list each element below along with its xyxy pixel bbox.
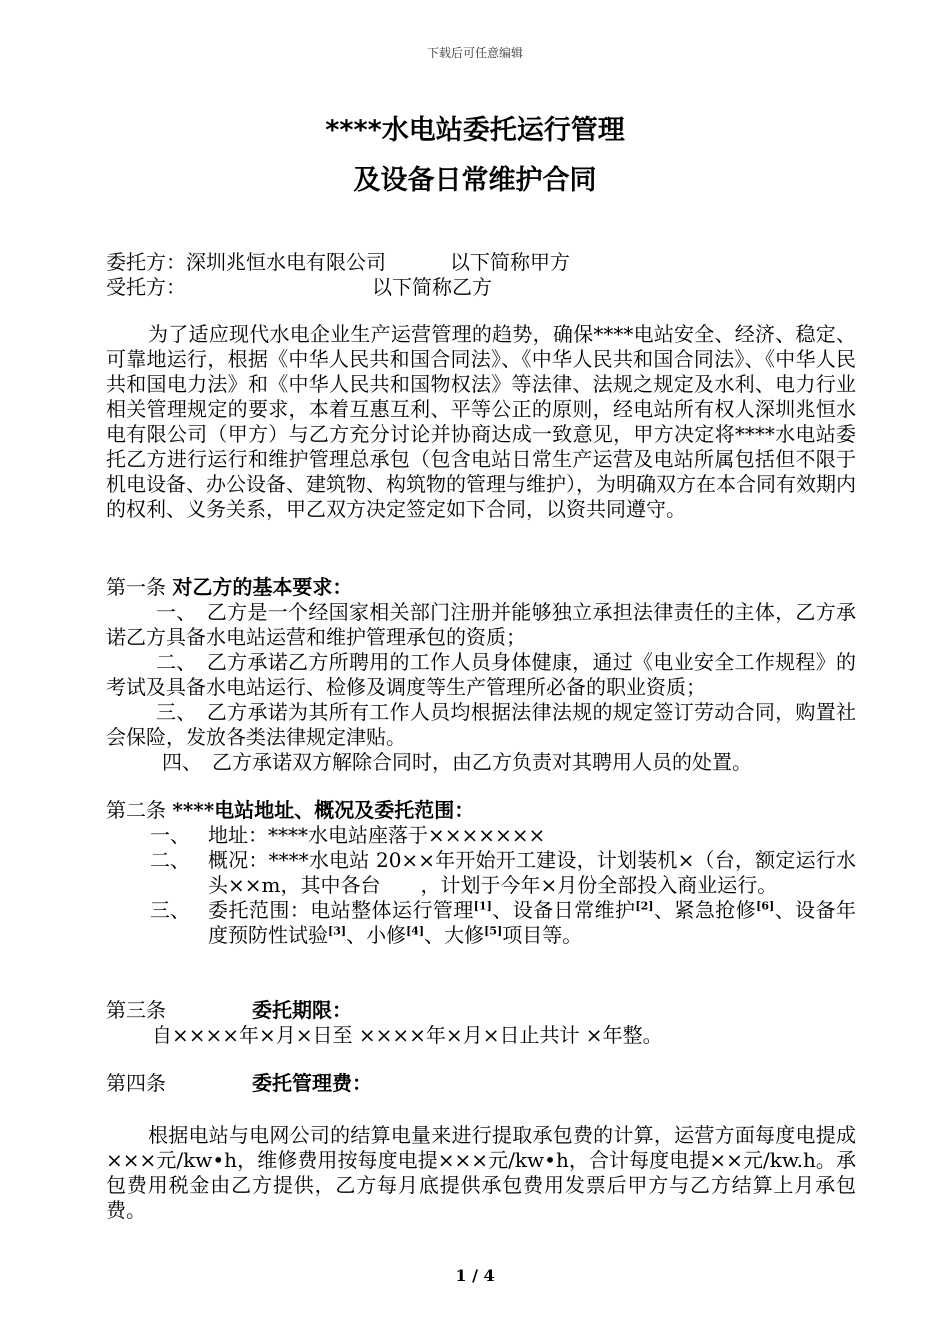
scope-text: 、设备年度预防性试验 bbox=[208, 898, 857, 947]
item-number: 三、 bbox=[150, 898, 190, 922]
contractor-label: 受托方： bbox=[106, 275, 186, 299]
article-2-scope-item bbox=[106, 898, 856, 948]
preamble-paragraph: 为了适应现代水电企业生产运营管理的趋势，确保****电站安全、经济、稳定、可靠地运行，根据《中华人民共和国合同法》、《中华人民共和国合同法》、《中华人民共和国电力法》和《中华人民共和国物权法》等法律、法规之规定及水利、电力行业相关管理规定的要求，本着互惠互利、平等公正的原则，经电站所有权人深圳兆恒水电有限公司（甲方）与乙方充分讨论并协商达成一致意见，甲方决定将****水电站委托乙方进行运行和维护管理总承包（包含电站日常生产运营及电站所属包括但不限于机电设备、办公设备、建筑物、构筑物的管理与维护），为明确双方在本合同有效期内的权利、义务关系，甲乙双方决定签定如下合同，以资共同遵守。 bbox=[106, 322, 856, 521]
client-row bbox=[106, 250, 856, 275]
article-4-heading bbox=[106, 1071, 856, 1096]
client-alias: 以下简称甲方 bbox=[450, 250, 570, 274]
footnote-ref: [1] bbox=[473, 899, 492, 913]
article-2-title: ****电站地址、概况及委托范围： bbox=[172, 798, 475, 822]
contract-title-line1: ****水电站委托运行管理 bbox=[325, 115, 625, 146]
article-2-heading bbox=[106, 798, 856, 823]
article-1-title: 对乙方的基本要求： bbox=[172, 575, 353, 599]
article-1 bbox=[106, 575, 856, 775]
article-3-title: 委托期限： bbox=[252, 998, 352, 1022]
footnote-ref: [2] bbox=[635, 899, 654, 913]
article-2-item bbox=[106, 823, 856, 848]
article-2-item bbox=[106, 848, 856, 898]
contractor-row bbox=[106, 275, 856, 300]
item-number: 一、 bbox=[150, 823, 190, 847]
article-2 bbox=[106, 798, 856, 948]
scope-text: 、小修 bbox=[346, 923, 407, 947]
contract-title-line2: 及设备日常维护合同 bbox=[353, 165, 597, 196]
item-text: 地址：****水电站座落于××××××× bbox=[208, 823, 546, 847]
article-3 bbox=[106, 998, 856, 1048]
client-label: 委托方：深圳兆恒水电有限公司 bbox=[106, 250, 386, 274]
article-3-label: 第三条 bbox=[106, 998, 166, 1022]
item-number: 二、 bbox=[150, 848, 190, 872]
article-3-heading bbox=[106, 998, 856, 1023]
article-2-label: 第二条 bbox=[106, 798, 166, 822]
footnote-ref: [3] bbox=[328, 924, 347, 938]
article-1-item: 二、 乙方承诺乙方所聘用的工作人员身体健康，通过《电业安全工作规程》的考试及具备水电站运行、检修及调度等生产管理所必备的职业资质； bbox=[106, 650, 856, 699]
scope-text: 、紧急抢修 bbox=[653, 898, 757, 922]
article-1-heading bbox=[106, 575, 856, 600]
fee-paragraph: 根据电站与电网公司的结算电量来进行提取承包费的计算，运营方面每度电提成×××元/kw•h，维修费用按每度电提×××元/kw•h，合计每度电提××元/kw.h。承包费用税金由乙方提供，乙方每月底提供承包费用发票后甲方与乙方结算上月承包费。 bbox=[106, 1123, 856, 1222]
scope-text: 、设备日常维护 bbox=[491, 898, 636, 922]
header-note: 下载后可任意编辑 bbox=[426, 46, 523, 60]
scope-text: 、大修 bbox=[424, 923, 485, 947]
page-number: 1 / 4 bbox=[455, 1266, 495, 1285]
footnote-ref: [6] bbox=[756, 899, 775, 913]
scope-text: 项目等。 bbox=[502, 923, 583, 947]
contractor-alias: 以下简称乙方 bbox=[372, 275, 492, 299]
parties-block bbox=[106, 250, 856, 300]
footnote-ref: [5] bbox=[484, 924, 503, 938]
contract-period: 自××××年×月×日至 ××××年×月×日止共计 ×年整。 bbox=[152, 1023, 663, 1047]
article-1-label: 第一条 bbox=[106, 575, 166, 599]
scope-text: 委托范围：电站整体运行管理 bbox=[208, 898, 474, 922]
article-1-item: 三、 乙方承诺为其所有工作人员均根据法律法规的规定签订劳动合同，购置社会保险，发放各类法律规定津贴。 bbox=[106, 700, 856, 749]
article-4-label: 第四条 bbox=[106, 1071, 166, 1095]
article-4-title: 委托管理费： bbox=[252, 1071, 372, 1095]
item-text: 概况：****水电站 20××年开始开工建设，计划装机×（台，额定运行水头××m，其中各台 ，计划于今年×月份全部投入商业运行。 bbox=[208, 848, 856, 897]
article-1-item: 一、 乙方是一个经国家相关部门注册并能够独立承担法律责任的主体，乙方承诺乙方具备水电站运营和维护管理承包的资质； bbox=[106, 600, 856, 649]
footnote-ref: [4] bbox=[406, 924, 425, 938]
article-1-item: 四、 乙方承诺双方解除合同时，由乙方负责对其聘用人员的处置。 bbox=[162, 750, 752, 774]
article-4 bbox=[106, 1071, 856, 1096]
